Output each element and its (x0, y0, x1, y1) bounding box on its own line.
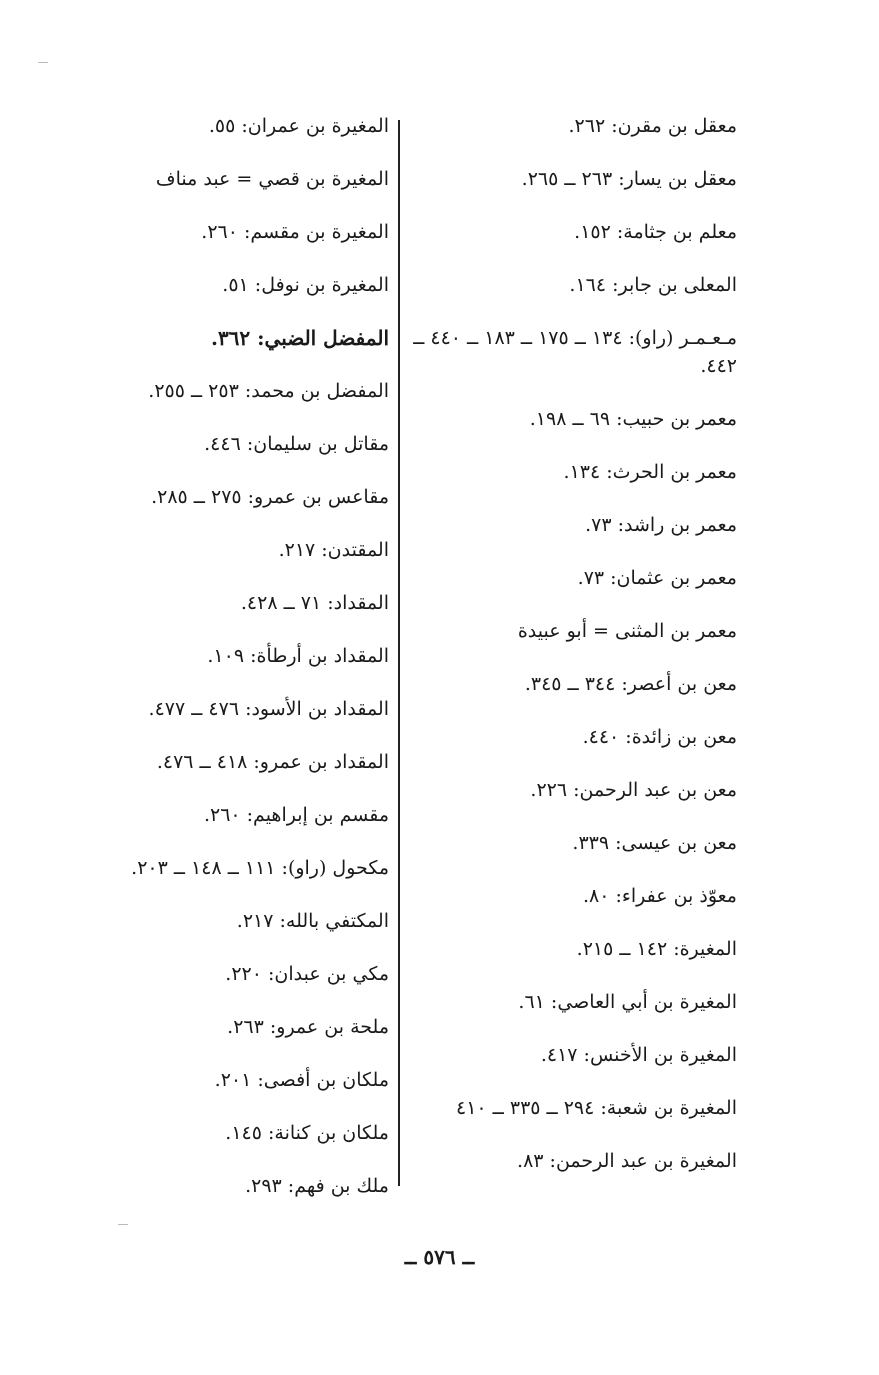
index-entry: المكتفي بالله: ٢١٧. (236, 910, 389, 932)
index-entry: المقداد بن أرطأة: ١٠٩. (207, 645, 389, 667)
index-entry: معقل بن مقرن: ٢٦٢. (568, 115, 737, 137)
index-entry: مقسم بن إبراهيم: ٢٦٠. (203, 804, 389, 826)
index-entry: معن بن أعصر: ٣٤٤ ــ ٣٤٥. (524, 673, 737, 695)
index-entry: المفضل الضبي: ٣٦٢. (210, 326, 389, 350)
column-divider (398, 120, 400, 1186)
index-entry: معقل بن يسار: ٢٦٣ ــ ٢٦٥. (521, 168, 737, 190)
index-entry: مـعـمـر (راو): ١٣٤ ــ ١٧٥ ــ ١٨٣ ــ ٤٤٠ ــ ٤٤٢. (413, 327, 737, 377)
index-entry: معن بن عيسى: ٣٣٩. (572, 832, 737, 854)
index-entry: المغيرة بن نوفل: ٥١. (222, 274, 389, 296)
index-entry: معوّذ بن عفراء: ٨٠. (582, 885, 737, 907)
index-entry: المغيرة بن أبي العاصي: ٦١. (518, 991, 737, 1013)
index-entry: مكحول (راو): ١١١ ــ ١٤٨ ــ ٢٠٣. (131, 857, 389, 879)
index-entry: المغيرة بن عمران: ٥٥. (208, 115, 389, 137)
index-entry: معن بن عبد الرحمن: ٢٢٦. (530, 779, 737, 801)
index-entry: معمر بن راشد: ٧٣. (585, 514, 737, 536)
index-entry: المقداد: ٧١ ــ ٤٢٨. (240, 592, 389, 614)
index-entry: معمر بن عثمان: ٧٣. (577, 567, 737, 589)
index-entry: ملكان بن كنانة: ١٤٥. (225, 1122, 389, 1144)
crop-mark (38, 62, 48, 63)
index-entry: مقاعس بن عمرو: ٢٧٥ ــ ٢٨٥. (151, 486, 389, 508)
left-column (89, 112, 389, 1225)
index-entry: ملكان بن أفصى: ٢٠١. (214, 1069, 389, 1091)
index-entry: معلم بن جثامة: ١٥٢. (574, 221, 737, 243)
page-number: ــ ٥٧٦ ــ (404, 1245, 475, 1269)
index-entry: المغيرة بن قصي = عبد مناف (155, 168, 389, 190)
index-entry: المعلى بن جابر: ١٦٤. (569, 274, 737, 296)
index-entry: معن بن زائدة: ٤٤٠. (582, 726, 737, 748)
index-entry: معمر بن الحرث: ١٣٤. (563, 461, 737, 483)
index-entry: المفضل بن محمد: ٢٥٣ ــ ٢٥٥. (148, 380, 389, 402)
index-entry: المغيرة: ١٤٢ ــ ٢١٥. (576, 938, 737, 960)
crop-mark (118, 1224, 128, 1225)
index-entry: المغيرة بن الأخنس: ٤١٧. (540, 1044, 737, 1066)
index-entry: مكي بن عبدان: ٢٢٠. (225, 963, 389, 985)
index-entry: ملك بن فهم: ٢٩٣. (245, 1175, 389, 1197)
index-entry: المغيرة بن مقسم: ٢٦٠. (201, 221, 389, 243)
index-entry: المقداد بن عمرو: ٤١٨ ــ ٤٧٦. (156, 751, 389, 773)
index-entry: معمر بن المثنى = أبو عبيدة (517, 620, 737, 642)
index-entry: ملحة بن عمرو: ٢٦٣. (227, 1016, 389, 1038)
index-entry: معمر بن حبيب: ٦٩ ــ ١٩٨. (529, 408, 737, 430)
right-column (407, 112, 737, 1200)
index-entry: المقتدن: ٢١٧. (278, 539, 389, 561)
index-entry: المغيرة بن شعبة: ٢٩٤ ــ ٣٣٥ ــ ٤١٠ (456, 1097, 737, 1119)
index-entry: المقداد بن الأسود: ٤٧٦ ــ ٤٧٧. (148, 698, 389, 720)
index-entry: المغيرة بن عبد الرحمن: ٨٣. (517, 1150, 737, 1172)
index-entry: مقاتل بن سليمان: ٤٤٦. (204, 433, 389, 455)
